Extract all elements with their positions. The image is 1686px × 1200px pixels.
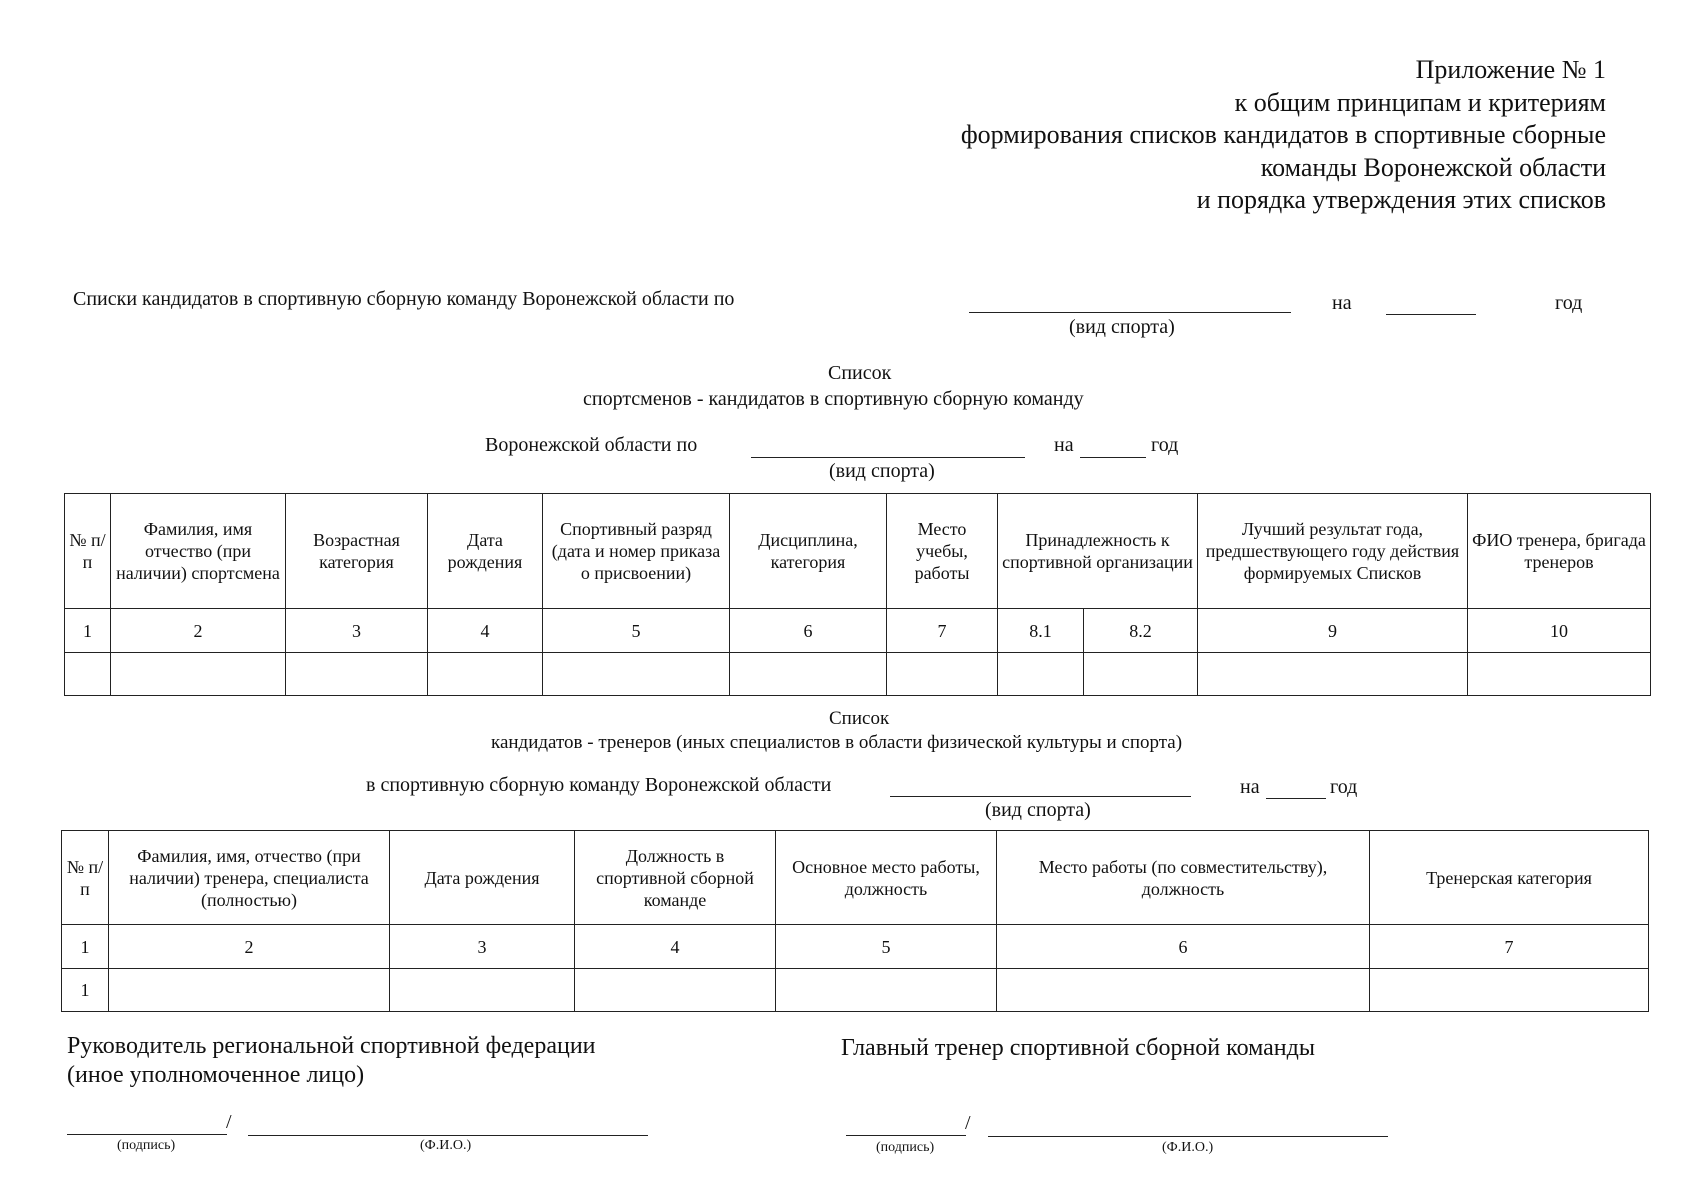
empty-cell[interactable] [575,969,776,1012]
signature-line[interactable] [67,1134,227,1135]
header-birth-date: Дата рождения [390,831,575,925]
na-label: на [1054,434,1074,456]
column-number: 8.2 [1084,609,1198,653]
empty-cell[interactable] [543,653,730,696]
column-number: 5 [543,609,730,653]
column-number: 3 [286,609,428,653]
table-row [65,609,1651,653]
column-number: 4 [575,925,776,969]
column-number: 4 [428,609,543,653]
empty-cell[interactable] [1084,653,1198,696]
column-number: 3 [390,925,575,969]
appendix-line: формирования списков кандидатов в спортивные сборные [960,120,1606,149]
header-organization: Принадлежность к спортивной организации [998,494,1198,609]
empty-cell[interactable] [286,653,428,696]
fio-line[interactable] [248,1135,648,1136]
sport-blank-line [890,796,1191,797]
right-signatory-title: Главный тренер спортивной сборной команды [841,1035,1315,1061]
column-number: 1 [65,609,111,653]
header-best-result: Лучший результат года, предшествующего году действия формируемых Списков [1198,494,1468,609]
empty-cell[interactable] [887,653,998,696]
appendix-title: Приложение № 1 [1415,55,1606,84]
lists-heading: Списки кандидатов в спортивную сборную команду Воронежской области по [73,288,735,310]
header-num: № п/п [62,831,109,925]
sport-caption: (вид спорта) [829,460,935,482]
god-label: год [1151,434,1179,456]
empty-cell[interactable] [428,653,543,696]
column-number: 5 [776,925,997,969]
header-main-work: Основное место работы, должность [776,831,997,925]
header-fio: Фамилия, имя отчество (при наличии) спортсмена [111,494,286,609]
appendix-line: команды Воронежской области [1260,152,1606,182]
header-study-work: Место учебы, работы [887,494,998,609]
sport-caption: (вид спорта) [1069,316,1175,338]
header-fio: Фамилия, имя, отчество (при наличии) тренера, специалиста (полностью) [109,831,390,925]
na-label: на [1332,292,1352,314]
signature-caption: (подпись) [876,1140,935,1155]
column-number: 1 [62,925,109,969]
slash-separator: / [226,1111,232,1133]
header-age-category: Возрастная категория [286,494,428,609]
table-row [65,653,1651,696]
god-label: год [1555,292,1583,314]
fio-line[interactable] [988,1136,1388,1137]
empty-cell[interactable] [730,653,887,696]
coaches-list-title: Список [829,708,890,729]
appendix-line: и порядка утверждения этих списков [1196,185,1606,214]
athletes-table [64,493,1651,696]
empty-cell[interactable] [109,969,390,1012]
empty-cell[interactable] [65,653,111,696]
athletes-region-prefix: Воронежской области по [485,434,698,456]
signature-line[interactable] [846,1135,966,1136]
coaches-team-prefix: в спортивную сборную команду Воронежской области [366,774,832,796]
year-blank-line [1386,314,1476,315]
coaches-table [61,830,1649,1012]
empty-cell[interactable] [1468,653,1651,696]
left-signatory-subtitle: (иное уполномоченное лицо) [67,1062,365,1088]
sport-blank-line [751,457,1025,458]
column-number: 10 [1468,609,1651,653]
header-coach-category: Тренерская категория [1370,831,1649,925]
sport-blank-line [969,312,1291,313]
slash-separator: / [965,1112,971,1134]
table-row [62,925,1649,969]
fio-caption: (Ф.И.О.) [1162,1140,1214,1155]
year-blank-line [1266,798,1326,799]
column-number: 8.1 [998,609,1084,653]
header-birth-date: Дата рождения [428,494,543,609]
athletes-list-title: Список [828,362,892,384]
column-number: 6 [997,925,1370,969]
sport-caption: (вид спорта) [985,799,1091,821]
year-blank-line [1080,457,1146,458]
table-header-row [65,494,1651,609]
header-discipline: Дисциплина, категория [730,494,887,609]
appendix-header [961,54,1606,217]
header-position: Должность в спортивной сборной команде [575,831,776,925]
column-number: 9 [1198,609,1468,653]
header-num: № п/п [65,494,111,609]
athletes-list-subtitle: спортсменов - кандидатов в спортивную сборную команду [583,388,1084,410]
left-signatory-title: Руководитель региональной спортивной федерации [67,1033,596,1059]
column-number: 6 [730,609,887,653]
column-number: 7 [1370,925,1649,969]
na-label: на [1240,776,1260,798]
fio-caption: (Ф.И.О.) [420,1138,472,1153]
empty-cell[interactable] [111,653,286,696]
empty-cell[interactable] [390,969,575,1012]
column-number: 2 [109,925,390,969]
empty-cell[interactable] [776,969,997,1012]
empty-cell[interactable] [997,969,1370,1012]
coaches-list-subtitle: кандидатов - тренеров (иных специалистов в области физической культуры и спорта) [491,732,1183,753]
column-number: 7 [887,609,998,653]
column-number: 2 [111,609,286,653]
table-row [62,969,1649,1012]
header-extra-work: Место работы (по совместительству), должность [997,831,1370,925]
table-header-row [62,831,1649,925]
header-sport-rank: Спортивный разряд (дата и номер приказа о присвоении) [543,494,730,609]
row-number: 1 [62,969,109,1012]
empty-cell[interactable] [1198,653,1468,696]
header-coach: ФИО тренера, бригада тренеров [1468,494,1651,609]
god-label: год [1330,776,1358,798]
empty-cell[interactable] [1370,969,1649,1012]
appendix-line: к общим принципам и критериям [1234,87,1606,117]
empty-cell[interactable] [998,653,1084,696]
signature-caption: (подпись) [117,1138,176,1153]
